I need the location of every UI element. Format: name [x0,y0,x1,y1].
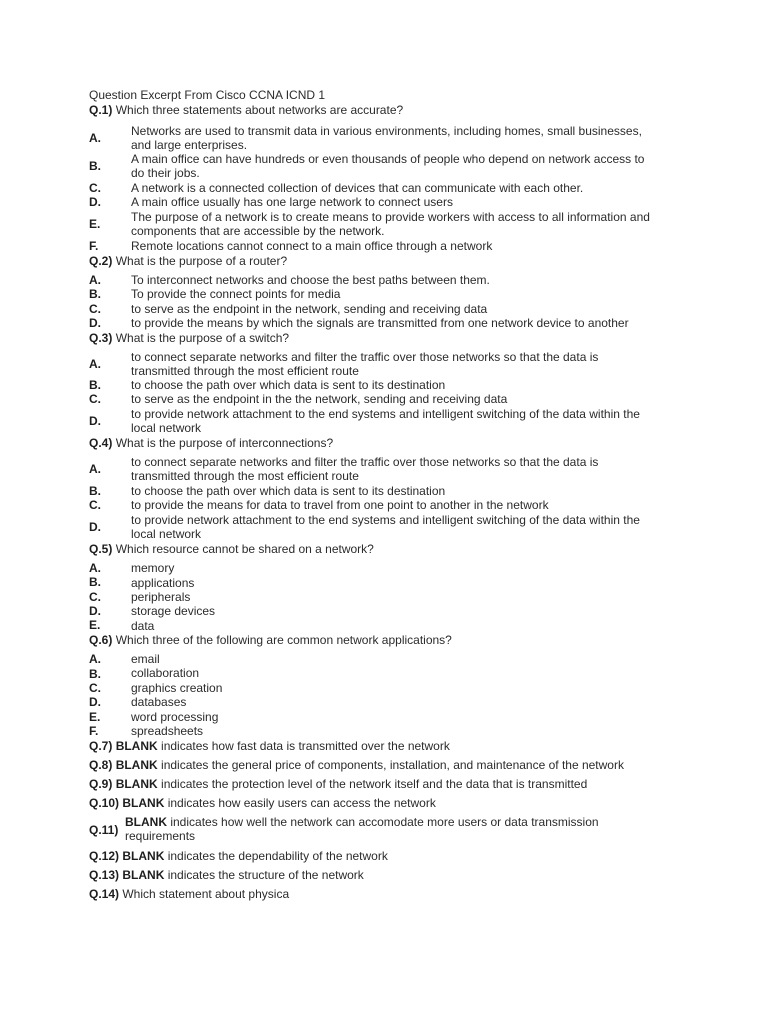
option-label: D. [89,195,101,209]
option-text: peripherals [131,590,191,604]
option-label: C. [89,392,101,406]
option-label: E. [89,618,101,632]
option-label: B. [89,484,101,498]
option-label: D. [89,414,101,428]
option-text: transmitted through the most efficient route [131,469,359,483]
question-text: What is the purpose of a switch? [115,331,290,345]
option-text: to serve as the endpoint in the network, sending and receiving data [131,302,488,316]
option-text: spreadsheets [131,724,204,738]
option-label: F. [89,239,99,253]
option-text: collaboration [131,666,200,680]
question-14: Q.14) Which statement about physica [89,887,290,901]
option-label: D. [89,604,101,618]
option-text: do their jobs. [131,166,200,180]
option-label: C. [89,681,101,695]
option-text: to provide the means for data to travel from one point to another in the network [131,498,549,512]
question-3 [89,331,289,345]
question-number: Q.5) [89,542,113,556]
option-text: components that are accessible by the network. [131,224,385,238]
question-text: Which three of the following are common network applications? [115,633,452,647]
option-text: to connect separate networks and filter the traffic over those networks so that the data is [131,455,599,469]
question-11-continued: requirements [125,829,196,843]
option-label: B. [89,378,101,392]
option-label: C. [89,590,101,604]
question-text: What is the purpose of interconnections? [115,436,334,450]
question-7: Q.7) BLANK indicates how fast data is transmitted over the network [89,739,450,753]
blank-marker: BLANK [125,815,167,829]
question-text: Which three statements about networks are accurate? [115,103,404,117]
option-label: D. [89,520,101,534]
option-text: and large enterprises. [131,138,248,152]
option-label: B. [89,667,101,681]
option-text: Remote locations cannot connect to a main office through a network [131,239,493,253]
option-label: D. [89,316,101,330]
option-text: to provide network attachment to the end systems and intelligent switching of the data within the [131,513,640,527]
question-13: Q.13) BLANK indicates the structure of the network [89,868,364,882]
option-label: B. [89,575,101,589]
question-11: BLANK indicates how well the network can accomodate more users or data transmission [125,815,599,829]
question-number: Q.2) [89,254,113,268]
option-label: E. [89,710,101,724]
option-label: B. [89,287,101,301]
option-text: Networks are used to transmit data in various environments, including homes, small businesses, [131,124,642,138]
option-text: memory [131,561,175,575]
option-label: C. [89,498,101,512]
question-2 [89,254,287,268]
question-9: Q.9) BLANK indicates the protection level of the network itself and the data that is transmitted [89,777,588,791]
option-text: A main office usually has one large network to connect users [131,195,453,209]
option-text: To interconnect networks and choose the best paths between them. [131,273,490,287]
option-text: A main office can have hundreds or even thousands of people who depend on network access to [131,152,645,166]
question-12: Q.12) BLANK indicates the dependability of the network [89,849,388,863]
blank-marker: BLANK [122,849,165,863]
option-text: storage devices [131,604,216,618]
question-number: Q.4) [89,436,113,450]
option-text: A network is a connected collection of devices that can communicate with each other. [131,181,584,195]
option-label: C. [89,181,101,195]
option-label: A. [89,131,101,145]
question-number: Q.3) [89,331,113,345]
option-text: to provide network attachment to the end systems and intelligent switching of the data within the [131,407,640,421]
option-text: The purpose of a network is to create means to provide workers with access to all information and [131,210,650,224]
option-text: applications [131,576,195,590]
question-10: Q.10) BLANK indicates how easily users can access the network [89,796,436,810]
option-label: E. [89,217,101,231]
blank-marker: BLANK [115,777,158,791]
option-label: A. [89,652,101,666]
option-label: A. [89,357,101,371]
blank-marker: BLANK [122,868,165,882]
blank-marker: BLANK [122,796,165,810]
option-text: to connect separate networks and filter the traffic over those networks so that the data is [131,350,599,364]
option-label: B. [89,159,101,173]
option-text: email [131,652,160,666]
option-text: word processing [131,710,219,724]
question-5 [89,542,374,556]
question-8: Q.8) BLANK indicates the general price of components, installation, and maintenance of the network [89,758,624,772]
option-label: F. [89,724,99,738]
option-text: local network [131,421,202,435]
option-text: To provide the connect points for media [131,287,341,301]
question-4 [89,436,333,450]
option-text: to choose the path over which data is sent to its destination [131,378,446,392]
option-text: to serve as the endpoint in the the network, sending and receiving data [131,392,508,406]
option-label: A. [89,561,101,575]
document-header: Question Excerpt From Cisco CCNA ICND 1 [89,88,326,102]
blank-marker: BLANK [115,739,158,753]
question-text: Which resource cannot be shared on a network? [115,542,374,556]
option-text: local network [131,527,202,541]
question-11-number: Q.11) [89,823,119,837]
option-text: databases [131,695,187,709]
question-number: Q.1) [89,103,113,117]
option-label: A. [89,273,101,287]
option-text: data [131,619,155,633]
question-1 [89,103,403,117]
option-text: to provide the means by which the signals are transmitted from one network device to another [131,316,629,330]
question-6 [89,633,452,647]
option-label: A. [89,462,101,476]
question-text: What is the purpose of a router? [115,254,288,268]
question-number: Q.6) [89,633,113,647]
blank-marker: BLANK [115,758,158,772]
option-label: C. [89,302,101,316]
option-text: transmitted through the most efficient route [131,364,359,378]
option-label: D. [89,695,101,709]
option-text: to choose the path over which data is sent to its destination [131,484,446,498]
option-text: graphics creation [131,681,223,695]
